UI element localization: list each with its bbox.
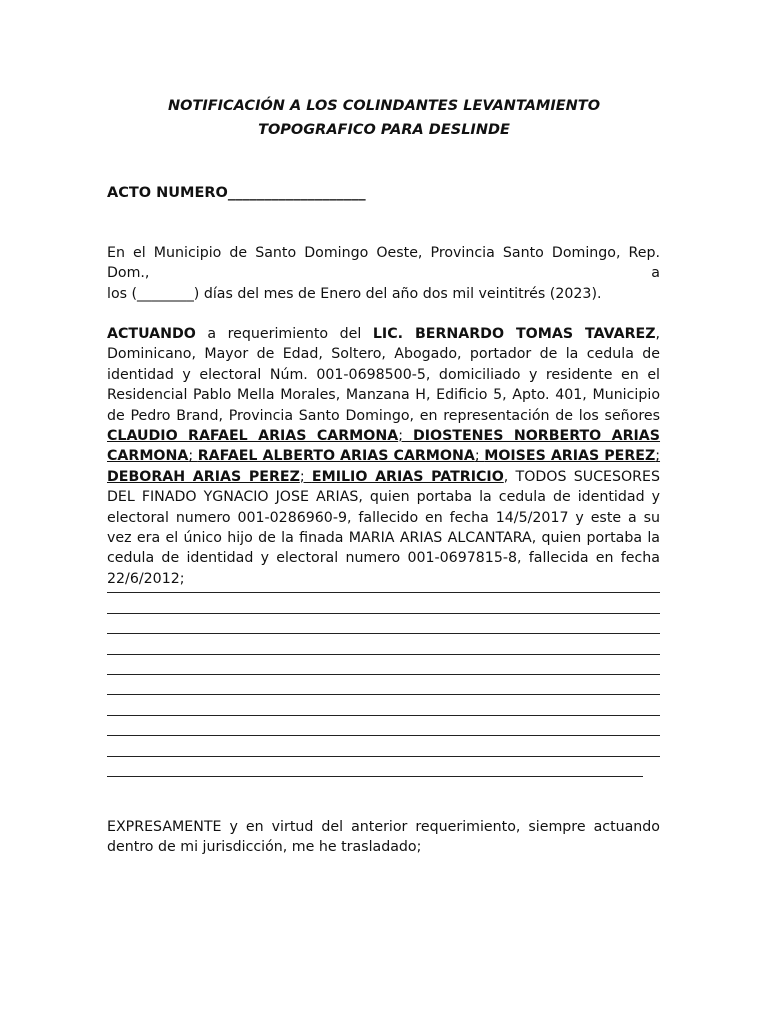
heir-name: DIOSTENES NORBERTO ARIAS CARMONA (107, 428, 661, 465)
heir-name: RAFAEL ALBERTO ARIAS CARMONA (197, 448, 475, 465)
document-title (0, 94, 768, 142)
blank-line (107, 658, 660, 678)
lawyer-name: LIC. BERNARDO TOMAS TAVAREZ (372, 326, 656, 342)
blank-line (107, 637, 660, 657)
blank-lines (107, 576, 660, 780)
paragraph-expresamente: EXPRESAMENTE y en virtud del anterior requerimiento, siempre actuando dentro de mi jurisdicción, me he trasladado; (107, 819, 660, 856)
blank-line (107, 739, 660, 759)
separator: ; (655, 448, 661, 465)
heir-name: EMILIO ARIAS PATRICIO (311, 468, 504, 485)
blank-line (107, 678, 660, 698)
blank-line (107, 698, 660, 718)
title-line-2: TOPOGRAFICO PARA DESLINDE (258, 122, 510, 138)
paragraph-actuando (107, 324, 660, 589)
location-line-1: En el Municipio de Santo Domingo Oeste, Provincia Santo Domingo, Rep. Dom., a (107, 245, 660, 282)
location-line-2: los (________) días del mes de Enero del año dos mil veintitrés (2023). (107, 285, 602, 302)
title-line-1: NOTIFICACIÓN A LOS COLINDANTES LEVANTAMIENTO (167, 98, 601, 114)
heir-name: MOISES ARIAS PEREZ (484, 448, 656, 465)
text-span: , TODOS SUCESORES DEL FINADO YGNACIO JOSE ARIAS, quien portaba la cedula de identidad y electoral numero 001-0286960-9, fallecido en fecha 14/5/2017 y este a su vez era el único hijo de la finada MARIA ARIAS ALCANTARA, quien portaba la cedula de identidad y electoral numero 001-0697815-8, fallecida en fecha 22/6/2012; (107, 468, 660, 587)
blank-line (107, 760, 660, 780)
blank-line (107, 596, 660, 616)
blank-line (107, 617, 660, 637)
blank-line (107, 576, 660, 596)
text-span: , Dominicano, Mayor de Edad, Soltero, Abogado, portador de la cedula de identidad y electoral Núm. 001-0698500-5, domiciliado y residente en el Residencial Pablo Mella Morales, Manzana H, Edificio 5, Apto. 401, Municipio de Pedro Brand, Provincia Santo Domingo, en representación de los señores (107, 326, 661, 424)
acto-numero: ACTO NUMERO___________________ (107, 185, 366, 201)
separator: ; (398, 428, 413, 445)
paragraph-location (107, 243, 660, 304)
blank-line (107, 719, 660, 739)
text-span: a requerimiento del (195, 326, 373, 342)
actuando-label: ACTUANDO (107, 326, 196, 342)
heir-name: CLAUDIO RAFAEL ARIAS CARMONA (107, 428, 399, 445)
heir-name: DEBORAH ARIAS PEREZ (107, 468, 300, 485)
separator: ; (299, 468, 312, 485)
separator: ; (474, 448, 485, 465)
separator: ; (188, 448, 198, 465)
